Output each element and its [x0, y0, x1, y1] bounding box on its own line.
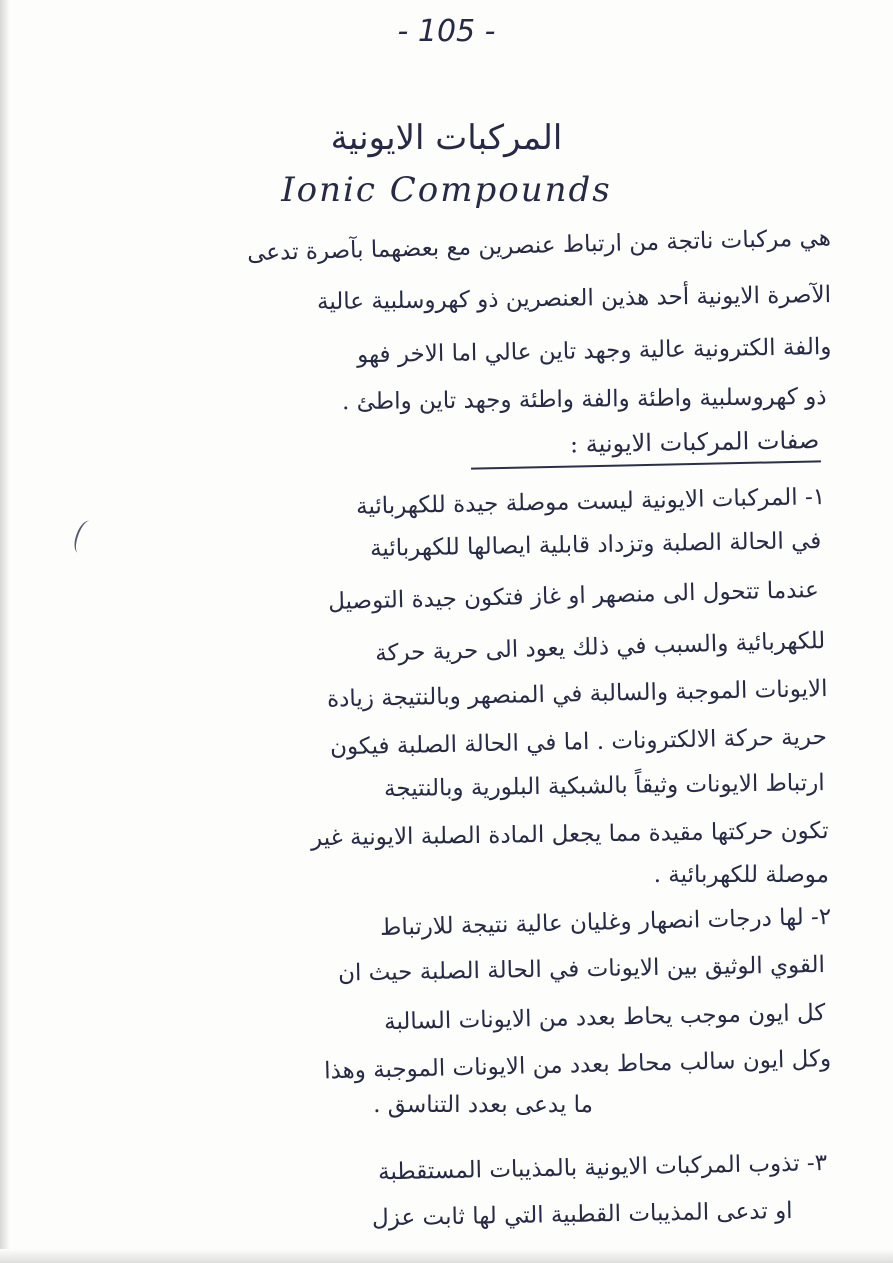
intro-line: ذو كهروسلبية واطئة والفة واطئة وجهد تاين واطئ . — [342, 384, 828, 416]
point2-line: وكل ايون سالب محاط بعدد من الايونات الموجبة وهذا — [323, 1046, 832, 1085]
point1-line: ارتباط الايونات وثيقاً بالشبكية البلورية وبالنتيجة — [384, 770, 826, 803]
page-number: - 105 - — [397, 14, 496, 49]
point1-line: عندما تتحول الى منصهر او غاز فتكون جيدة التوصيل — [327, 577, 820, 615]
intro-line: والفة الكترونية عالية وجهد تاين عالي اما الاخر فهو — [356, 334, 832, 369]
point2-line: ما يدعى بعدد التناسق . — [373, 1092, 593, 1118]
point1-line: تكون حركتها مقيدة مما يجعل المادة الصلبة الايونية غير — [311, 818, 830, 852]
point2-line: ٢- لها درجات انصهار وغليان عالية نتيجة للارتباط — [379, 904, 832, 942]
point1-line: حرية حركة الالكترونات . اما في الحالة الصلبة فيكون — [330, 724, 828, 761]
point1-line: الايونات الموجبة والسالبة في المنصهر وبالنتيجة زيادة — [326, 676, 828, 713]
point1-line: موصلة للكهربائية . — [653, 862, 829, 888]
point3-line: ٣- تذوب المركبات الايونية بالمذيبات المستقطبة — [377, 1150, 828, 1186]
heading-underline — [471, 460, 821, 469]
section-heading: صفات المركبات الايونية : — [569, 426, 820, 459]
point1-line: في الحالة الصلبة وتزداد قابلية ايصالها للكهربائية — [369, 528, 822, 562]
point3-line: او تدعى المذيبات القطبية التي لها ثابت عزل — [372, 1198, 794, 1232]
point2-line: كل ايون موجب يحاط بعدد من الايونات السالبة — [383, 1000, 826, 1036]
point2-line: القوي الوثيق بين الايونات في الحالة الصلبة حيث ان — [337, 952, 826, 987]
point1-line: ١- المركبات الايونية ليست موصلة جيدة للكهربائية — [355, 484, 826, 520]
intro-line: الآصرة الايونية أحد هذين العنصرين ذو كهروسلبية عالية — [316, 282, 832, 316]
page-bottom-shadow — [0, 1249, 893, 1263]
page-title-arabic: المركبات الايونية — [330, 118, 563, 158]
margin-mark — [71, 518, 98, 555]
page-title-english: Ionic Compounds — [281, 170, 612, 210]
point1-line: للكهربائية والسبب في ذلك يعود الى حرية حركة — [374, 628, 826, 667]
intro-line: هي مركبات ناتجة من ارتباط عنصرين مع بعضهما بآصرة تدعى — [247, 225, 832, 267]
